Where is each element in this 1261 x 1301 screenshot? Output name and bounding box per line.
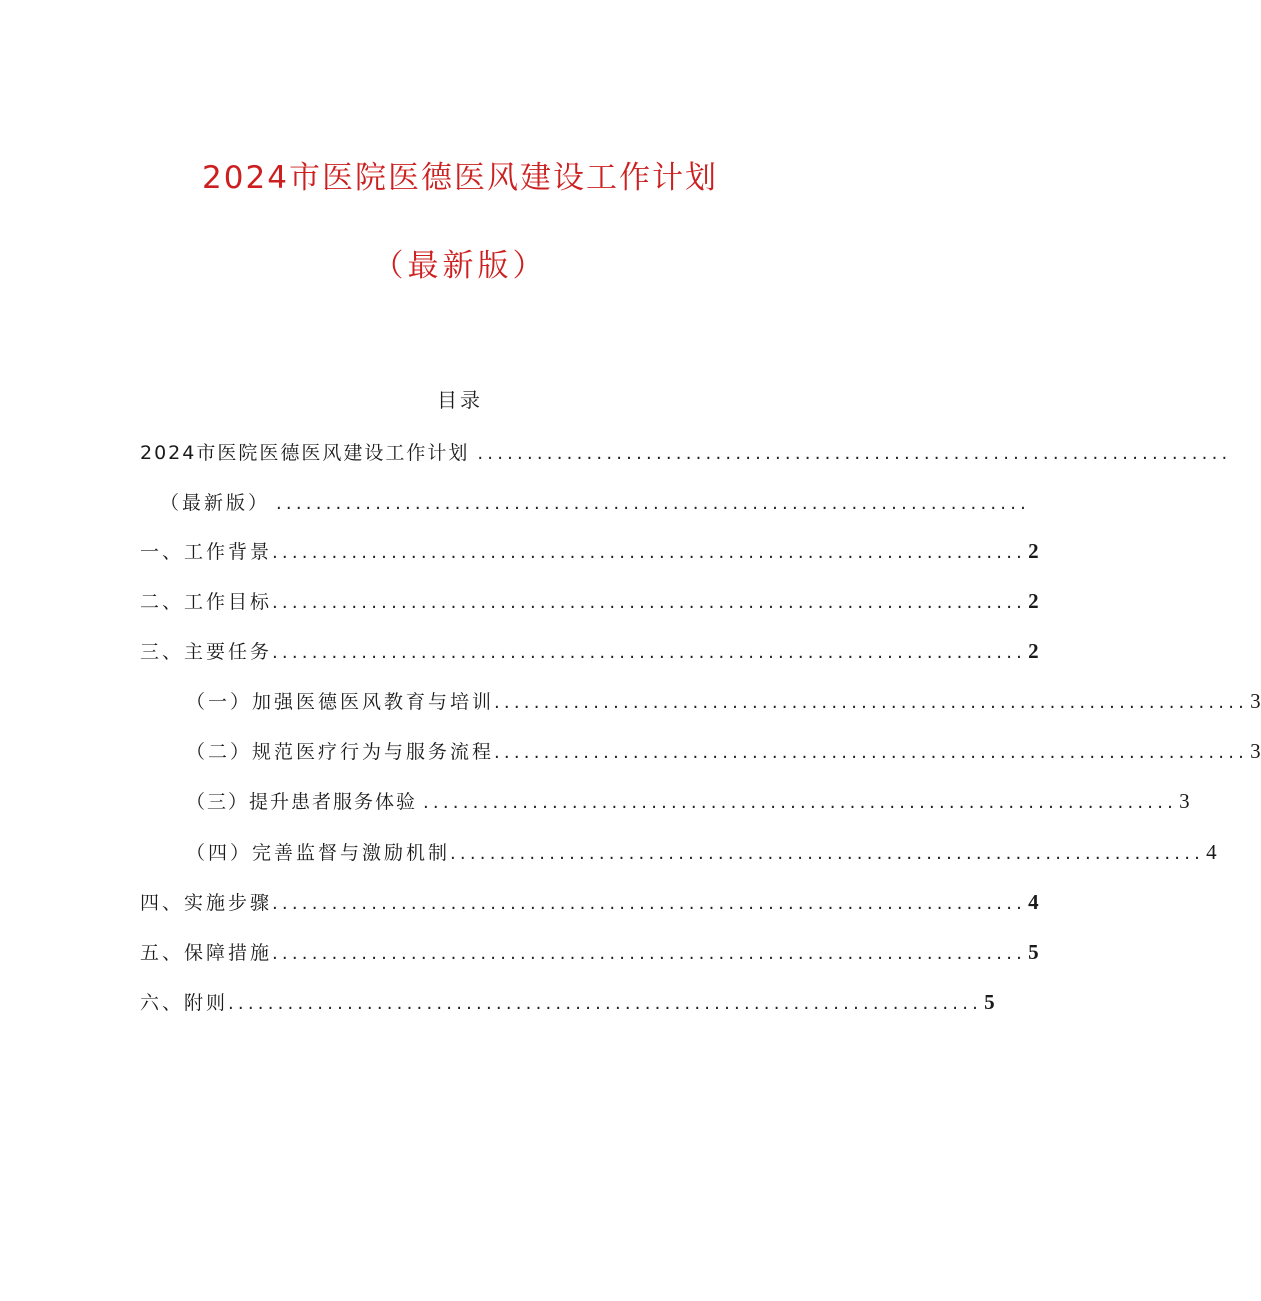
toc-page-number: 4 bbox=[1028, 890, 1039, 914]
toc-entry[interactable] bbox=[140, 988, 995, 1018]
toc-leader-dots: ............................................................................ bbox=[272, 893, 1027, 914]
toc-heading: 目录 bbox=[437, 388, 483, 412]
toc-entry-label: 六、附则 bbox=[140, 992, 229, 1014]
toc-leader-dots: ............................................................................ bbox=[272, 642, 1027, 663]
document-subtitle: （最新版） bbox=[372, 248, 548, 284]
toc-page-number: 3 bbox=[1179, 789, 1190, 813]
toc-entry[interactable] bbox=[140, 938, 1039, 968]
toc-leader-dots: ............................................................................ bbox=[423, 792, 1178, 813]
toc-entry-label: 二、工作目标 bbox=[140, 591, 273, 613]
toc-entry-label: 一、工作背景 bbox=[140, 541, 273, 563]
toc-leader-dots: ............................................................................ bbox=[272, 592, 1027, 613]
toc-page-number: 4 bbox=[1206, 840, 1217, 864]
toc-page-number: 2 bbox=[1028, 589, 1039, 613]
toc-entry-label: （四）完善监督与激励机制 bbox=[186, 842, 451, 864]
toc-entry[interactable] bbox=[186, 838, 1217, 868]
toc-entry[interactable] bbox=[140, 888, 1039, 918]
toc-entry-label: 四、实施步骤 bbox=[140, 892, 273, 914]
toc-leader-dots: ............................................................................ bbox=[276, 493, 1031, 514]
toc-page-number: 2 bbox=[1028, 539, 1039, 563]
toc-entry-label: （最新版） bbox=[160, 492, 271, 514]
toc-entry-label: 三、主要任务 bbox=[140, 641, 273, 663]
toc-entry[interactable] bbox=[186, 687, 1261, 717]
toc-page-number: 5 bbox=[984, 990, 995, 1014]
toc-page-number: 3 bbox=[1250, 689, 1261, 713]
toc-entry[interactable] bbox=[140, 438, 1232, 468]
toc-leader-dots: ............................................................................ bbox=[272, 943, 1027, 964]
toc-entry-label: （二）规范医疗行为与服务流程 bbox=[186, 741, 495, 763]
toc-entry-label: 五、保障措施 bbox=[140, 942, 273, 964]
toc-leader-dots: ............................................................................ bbox=[450, 843, 1205, 864]
toc-entry-label: （三）提升患者服务体验 bbox=[186, 791, 418, 813]
toc-page-number: 2 bbox=[1028, 639, 1039, 663]
toc-leader-dots: ............................................................................ bbox=[477, 443, 1232, 464]
toc-entry-label: 2024市医院医德医风建设工作计划 bbox=[140, 442, 470, 464]
toc-leader-dots: ............................................................................ bbox=[494, 742, 1249, 763]
toc-leader-dots: ............................................................................ bbox=[494, 692, 1249, 713]
toc-entry-label: （一）加强医德医风教育与培训 bbox=[186, 691, 495, 713]
toc-entry[interactable] bbox=[140, 637, 1039, 667]
toc-entry[interactable] bbox=[140, 537, 1039, 567]
toc-leader-dots: ............................................................................ bbox=[272, 542, 1027, 563]
toc-entry[interactable] bbox=[160, 488, 1031, 518]
toc-page-number: 5 bbox=[1028, 940, 1039, 964]
toc-entry[interactable] bbox=[140, 587, 1039, 617]
toc-entry[interactable] bbox=[186, 787, 1190, 817]
toc-entry[interactable] bbox=[186, 737, 1261, 767]
toc-page-number: 3 bbox=[1250, 739, 1261, 763]
document-title: 2024市医院医德医风建设工作计划 bbox=[202, 160, 718, 196]
toc-leader-dots: ............................................................................ bbox=[228, 993, 983, 1014]
